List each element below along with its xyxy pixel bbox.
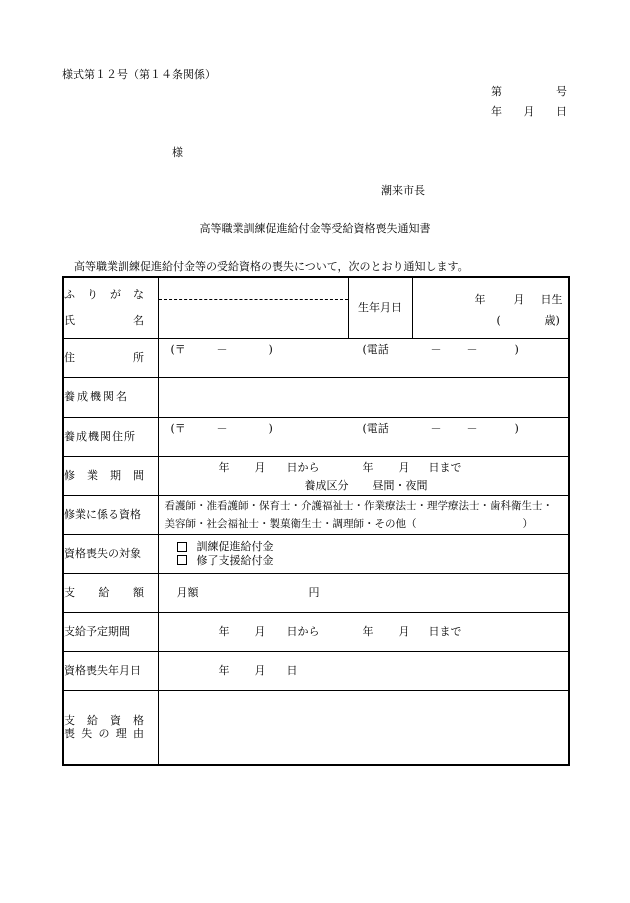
issue-date [491, 106, 567, 117]
institution-label: 養成機関名 [63, 377, 158, 417]
address-label: 住 所 [64, 350, 144, 364]
address-label-cell [63, 338, 158, 377]
institution-address-label: 養成機関住所 [63, 417, 158, 456]
payment-amount-cell[interactable]: 月額 円 [158, 573, 569, 612]
furigana-label: ふ り が な [64, 288, 144, 301]
checkbox-icon[interactable] [177, 542, 187, 552]
intro-text: 高等職業訓練促進給付金等の受給資格の喪失について，次のとおり通知します。 [74, 260, 469, 273]
document-number [491, 86, 567, 97]
name-input-cell[interactable] [158, 277, 348, 338]
form-number: 様式第１２号（第１４条関係） [62, 68, 216, 81]
notice-form-table [62, 276, 570, 766]
institution-address-row [63, 417, 569, 456]
loss-reason-row [63, 690, 569, 765]
study-period-row [63, 456, 569, 495]
name-label-cell [63, 277, 158, 338]
document-number-prefix: 第 [491, 85, 502, 98]
institution-cell[interactable] [158, 377, 569, 417]
issuer: 潮来市長 [381, 184, 425, 197]
furigana-field[interactable] [159, 278, 348, 300]
address-row [63, 338, 569, 377]
qualification-cell[interactable]: 看護師・准看護師・保育士・介護福祉士・作業療法士・理学療法士・歯科衛生士・ 美容師・社会福祉士・製菓衛生士・調理師・その他（ ） [158, 495, 569, 534]
document-title: 高等職業訓練促進給付金等受給資格喪失通知書 [199, 222, 431, 235]
loss-target-option-completion[interactable]: 修了支援給付金 [177, 554, 569, 568]
issue-date-month: 月 [523, 105, 535, 118]
issue-date-year: 年 [491, 105, 502, 118]
qualification-row [63, 495, 569, 534]
qualification-label: 修業に係る資格 [63, 495, 158, 534]
name-label: 氏 名 [64, 313, 144, 327]
institution-row [63, 377, 569, 417]
address-cell[interactable]: (〒 － ) (電話 － － ) [158, 338, 569, 377]
birth-date-label: 生年月日 [348, 277, 412, 338]
payment-period-row [63, 612, 569, 651]
loss-target-label: 資格喪失の対象 [63, 534, 158, 573]
study-period-label: 修 業 期 間 [64, 468, 144, 482]
loss-target-cell [158, 534, 569, 573]
loss-reason-cell[interactable] [158, 690, 569, 765]
payment-period-label: 支給予定期間 [63, 612, 158, 651]
document-number-suffix: 号 [556, 85, 567, 98]
study-period-label-cell [63, 456, 158, 495]
payment-amount-label-cell [63, 573, 158, 612]
payment-amount-row [63, 573, 569, 612]
issue-date-day: 日 [556, 105, 567, 118]
birth-date-cell[interactable]: 年 月 日生 ( 歳) [412, 277, 569, 338]
payment-period-cell[interactable]: 年 月 日から 年 月 日まで [158, 612, 569, 651]
name-row [63, 277, 569, 338]
institution-address-cell[interactable]: (〒 － ) (電話 － － ) [158, 417, 569, 456]
loss-date-row [63, 651, 569, 690]
loss-reason-label-line1: 支 給 資 格 [64, 713, 144, 727]
checkbox-icon[interactable] [177, 555, 187, 565]
payment-amount-label: 支 給 額 [64, 585, 144, 599]
addressee: 様 [172, 146, 183, 159]
loss-target-row [63, 534, 569, 573]
study-period-cell[interactable]: 年 月 日から 年 月 日まで 養成区分 昼間・夜間 [158, 456, 569, 495]
loss-reason-label-cell [63, 690, 158, 765]
loss-target-option-training[interactable]: 訓練促進給付金 [177, 540, 569, 554]
loss-date-label: 資格喪失年月日 [63, 651, 158, 690]
loss-date-cell[interactable]: 年 月 日 [158, 651, 569, 690]
loss-reason-label-line2: 喪 失 の 理 由 [64, 727, 144, 741]
